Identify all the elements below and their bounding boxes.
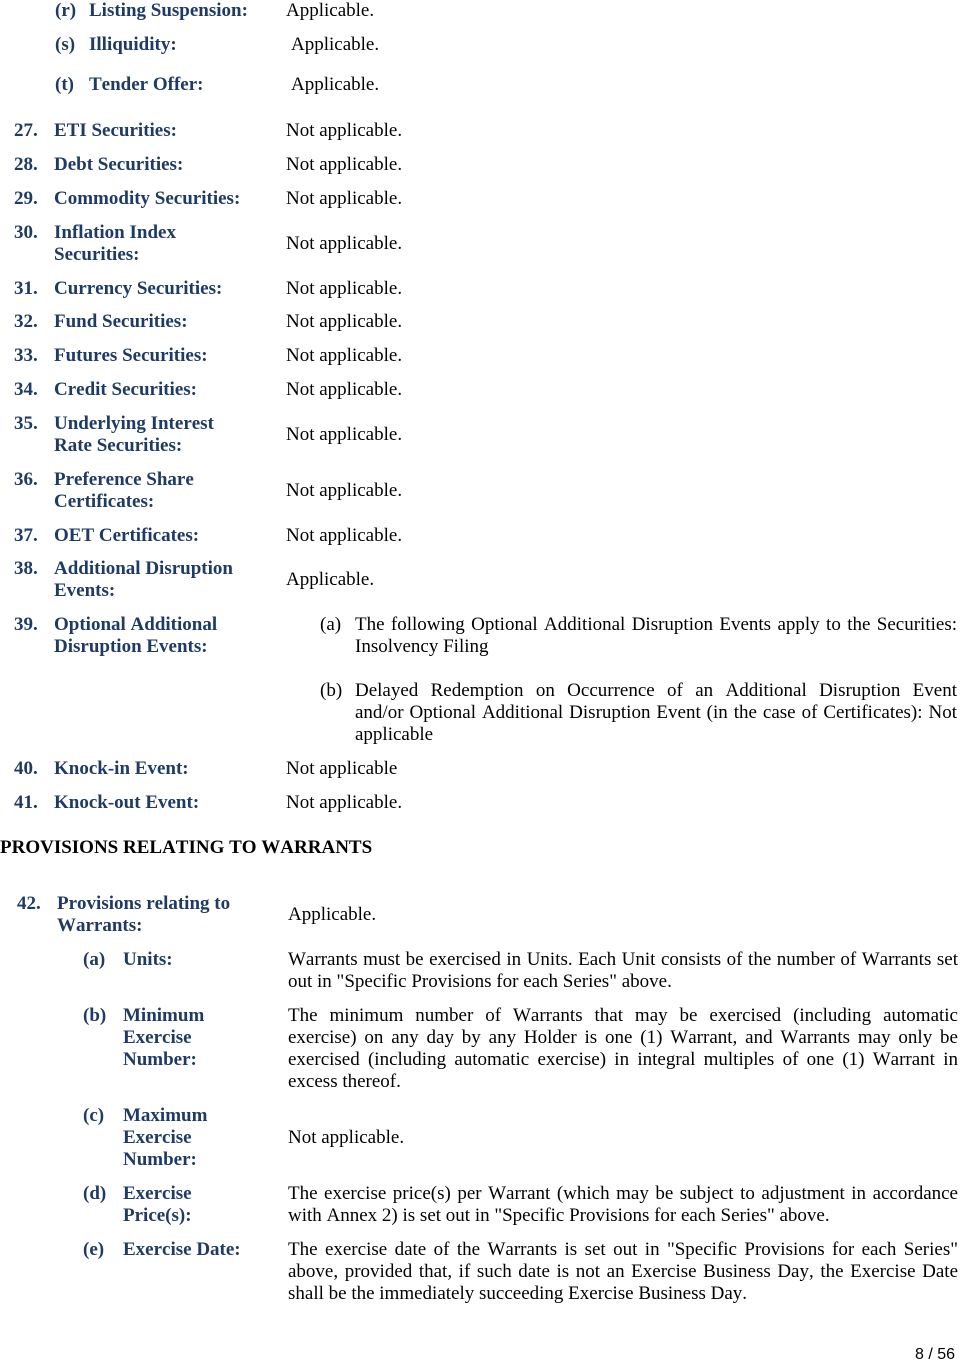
sub-item-value — [288, 1239, 958, 1305]
item-value: Not applicable. — [286, 233, 403, 254]
item-28-row — [0, 154, 960, 176]
item-label-line: OET Certificates: — [54, 525, 200, 546]
item-label-line: Provisions relating to — [57, 893, 231, 914]
illiquidity-row — [0, 34, 960, 56]
item-label-line: Warrants: — [57, 915, 143, 936]
item-value: Not applicable. — [286, 311, 403, 332]
item-value: Not applicable. — [286, 120, 403, 141]
item-label-line: Rate Securities: — [54, 435, 183, 456]
sub-item-value — [288, 1183, 958, 1227]
item-label-line: Disruption Events: — [54, 636, 208, 657]
text-line: The exercise price(s) per Warrant (which may be subject to adjustment in accordance — [288, 1183, 958, 1204]
item-value: Not applicable. — [286, 379, 403, 400]
term-value: Applicable. — [286, 0, 375, 21]
sub-item-value — [288, 949, 958, 993]
item-label — [54, 413, 214, 457]
item-label — [57, 893, 230, 937]
item-number: 37. — [14, 525, 38, 546]
term-letter: (s) — [55, 34, 76, 55]
item-36-row — [0, 469, 960, 512]
item-value: Not applicable. — [286, 424, 403, 445]
item-number: 41. — [14, 792, 38, 813]
item-number: 36. — [14, 469, 38, 490]
term-letter: (t) — [55, 74, 74, 95]
section-heading: PROVISIONS RELATING TO WARRANTS — [0, 837, 373, 858]
term-value: Applicable. — [291, 34, 380, 55]
item-number: 31. — [14, 278, 38, 299]
page-number: 8 / 56 — [914, 1346, 955, 1363]
item-label — [54, 558, 233, 602]
text-line: exercise) on any day by any Holder is one (1) Warrant, and Warrants may only be — [288, 1027, 958, 1048]
item-value: Applicable. — [288, 904, 377, 925]
item-34-row — [0, 379, 960, 401]
item-label: Knock-out Event: — [54, 792, 200, 813]
text-line: and/or Optional Additional Disruption Event (in the case of Certificates): Not — [355, 702, 957, 723]
text-line: Not applicable. — [288, 1127, 405, 1148]
item-label — [54, 154, 183, 176]
exercise-date-row — [0, 1239, 960, 1304]
item-number: 35. — [14, 413, 38, 434]
item-37-row — [0, 525, 960, 547]
item-38-row — [0, 558, 960, 601]
text-line: Delayed Redemption on Occurrence of an Additional Disruption Event — [355, 680, 957, 701]
listing-suspension-row — [0, 0, 960, 22]
item-32-row — [0, 311, 960, 333]
item-number: 39. — [14, 614, 38, 635]
item-number: 42. — [17, 893, 41, 914]
item-number: 27. — [14, 120, 38, 141]
sub-item-label-line: Units: — [123, 949, 173, 970]
units-row — [0, 949, 960, 992]
term-label: Listing Suspension: — [89, 0, 248, 21]
sub-item-letter: (b) — [83, 1005, 107, 1026]
item-30-row — [0, 222, 960, 265]
text-line: excess thereof. — [288, 1071, 401, 1092]
item-value: Not applicable. — [286, 345, 403, 366]
text-line: shall be the immediately succeeding Exercise Business Day. — [288, 1283, 748, 1304]
item-label-line: Certificates: — [54, 491, 155, 512]
sub-item-label-line: Exercise — [123, 1127, 192, 1148]
item-label — [54, 222, 176, 266]
text-line: applicable — [355, 724, 434, 745]
sub-item-letter: (c) — [83, 1105, 105, 1126]
sub-item-label-line: Exercise Date: — [123, 1239, 241, 1260]
sub-item-label-line: Maximum — [123, 1105, 208, 1126]
item-value: Not applicable. — [286, 188, 403, 209]
sub-item-letter: (b) — [320, 680, 343, 701]
item-label — [54, 614, 217, 658]
text-line: with Annex 2) is set out in "Specific Provisions for each Series" above. — [288, 1205, 830, 1226]
term-value: Applicable. — [291, 74, 380, 95]
term-label: Illiquidity: — [89, 34, 177, 55]
item-label — [54, 188, 240, 210]
item-number: 40. — [14, 758, 38, 779]
item-label — [54, 469, 194, 513]
item-33-row — [0, 345, 960, 367]
item-40-row — [0, 758, 960, 780]
sub-item-letter: (d) — [83, 1183, 107, 1204]
sub-item-label — [123, 1005, 204, 1071]
text-line: The exercise date of the Warrants is set out in "Specific Provisions for each Series" — [288, 1239, 958, 1260]
sub-item-label-line: Minimum — [123, 1005, 205, 1026]
item-value: Not applicable. — [286, 792, 403, 813]
item-label-line: Additional Disruption — [54, 558, 233, 579]
tender-offer-row — [0, 74, 960, 96]
sub-item-label — [123, 1105, 207, 1171]
item-value: Applicable. — [286, 569, 375, 590]
text-line: The minimum number of Warrants that may be exercised (including automatic — [288, 1005, 958, 1026]
item-label-line: Currency Securities: — [54, 278, 223, 299]
term-label: Tender Offer: — [89, 74, 204, 95]
text-line: exercised (including automatic exercise) in integral multiples of one (1) Warrant in — [288, 1049, 958, 1070]
sub-item-letter: (a) — [83, 949, 106, 970]
item-number: 28. — [14, 154, 38, 175]
item-27-row — [0, 120, 960, 142]
item-value: Not applicable. — [286, 154, 403, 175]
item-31-row — [0, 278, 960, 300]
item-number: 33. — [14, 345, 38, 366]
sub-item-text — [355, 680, 957, 746]
sub-item-label-line: Price(s): — [123, 1205, 192, 1226]
text-line: Insolvency Filing — [355, 636, 489, 657]
item-39-row — [0, 614, 960, 745]
maximum-exercise-number-row — [0, 1105, 960, 1170]
item-number: 34. — [14, 379, 38, 400]
item-label-line: Debt Securities: — [54, 154, 184, 175]
sub-item-label-line: Exercise — [123, 1027, 192, 1048]
text-line: above, provided that, if such date is not an Exercise Business Day, the Exercise Date — [288, 1261, 958, 1282]
item-label-line: Securities: — [54, 244, 140, 265]
item-value: Not applicable. — [286, 278, 403, 299]
item-value: Not applicable. — [286, 480, 403, 501]
item-number: 38. — [14, 558, 38, 579]
item-value: Not applicable. — [286, 525, 403, 546]
item-label-line: Credit Securities: — [54, 379, 197, 400]
item-label-line: ETI Securities: — [54, 120, 177, 141]
item-label-line: Events: — [54, 580, 116, 601]
item-label — [54, 278, 222, 300]
sub-item-label-line: Exercise — [123, 1183, 192, 1204]
item-label-line: Commodity Securities: — [54, 188, 241, 209]
item-number: 29. — [14, 188, 38, 209]
item-number: 30. — [14, 222, 38, 243]
sub-item-label — [123, 949, 173, 971]
item-label — [54, 311, 188, 333]
sub-item-label-line: Number: — [123, 1149, 197, 1170]
item-41-row — [0, 792, 960, 814]
item-label — [54, 525, 199, 547]
item-label-line: Preference Share — [54, 469, 194, 490]
sub-item-label — [123, 1239, 241, 1261]
text-line: out in "Specific Provisions for each Series" above. — [288, 971, 672, 992]
item-label-line: Underlying Interest — [54, 413, 214, 434]
exercise-price-row — [0, 1183, 960, 1226]
sub-item-value — [288, 1005, 958, 1093]
term-letter: (r) — [55, 0, 77, 21]
item-label-line: Optional Additional — [54, 614, 218, 635]
item-label-line: Fund Securities: — [54, 311, 188, 332]
sub-item-label — [123, 1183, 192, 1227]
item-value: Not applicable — [286, 758, 398, 779]
text-line: Warrants must be exercised in Units. Each Unit consists of the number of Warrants set — [288, 949, 958, 970]
item-29-row — [0, 188, 960, 210]
text-line: The following Optional Additional Disruption Events apply to the Securities: — [355, 614, 957, 635]
sub-item-text — [355, 614, 957, 658]
sub-item-letter: (a) — [320, 614, 342, 635]
item-label-line: Inflation Index — [54, 222, 176, 243]
item-label-line: Futures Securities: — [54, 345, 208, 366]
item-label: Knock-in Event: — [54, 758, 189, 779]
item-label — [54, 379, 197, 401]
minimum-exercise-number-row — [0, 1005, 960, 1092]
sub-item-letter: (e) — [83, 1239, 105, 1260]
item-42-row — [0, 893, 960, 936]
sub-item-value — [288, 1127, 958, 1149]
item-label — [54, 120, 177, 142]
item-35-row — [0, 413, 960, 456]
item-number: 32. — [14, 311, 38, 332]
sub-item-label-line: Number: — [123, 1049, 197, 1070]
item-label — [54, 345, 208, 367]
